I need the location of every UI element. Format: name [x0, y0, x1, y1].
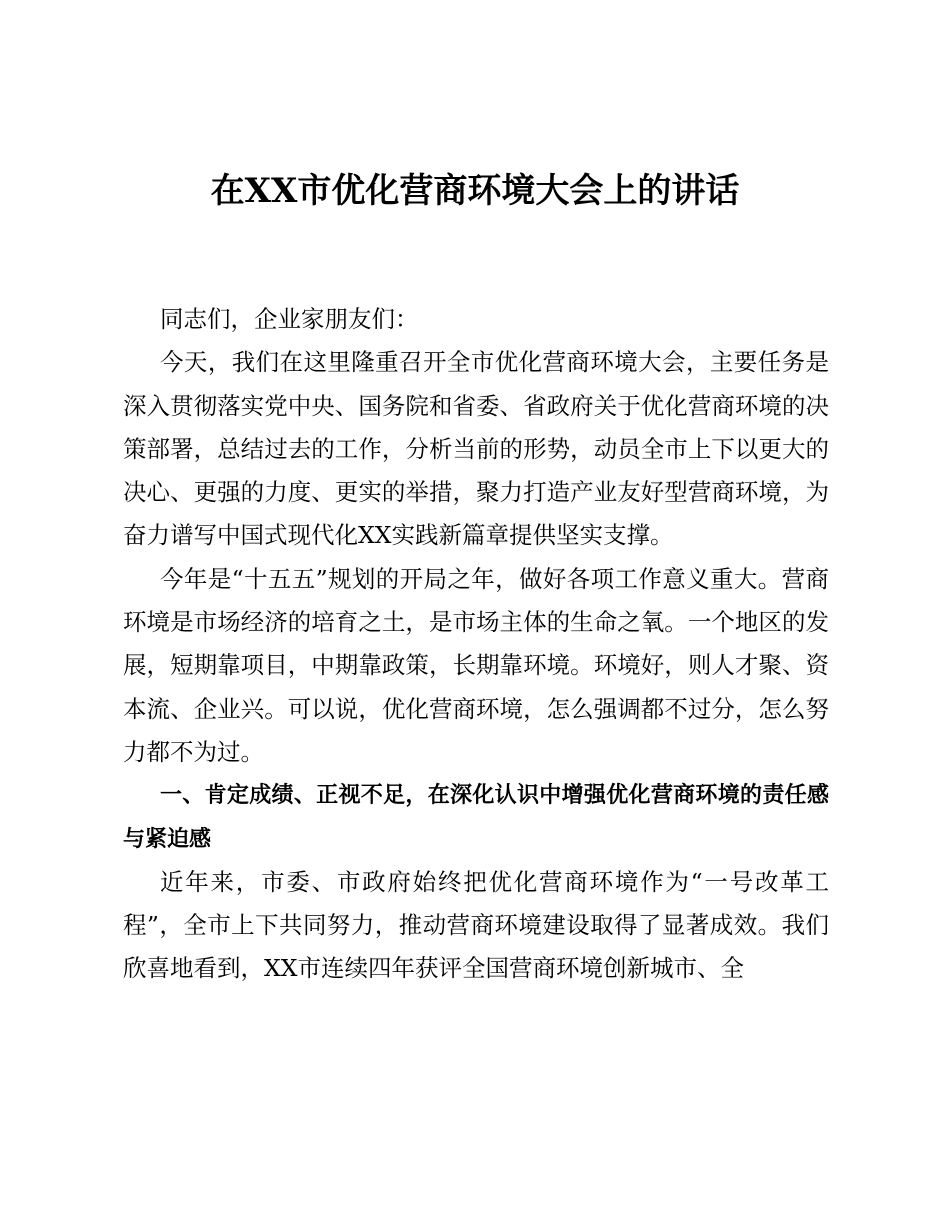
document-body — [123, 298, 829, 991]
paragraph-intro: 今天，我们在这里隆重召开全市优化营商环境大会，主要任务是深入贯彻落实党中央、国务院和省委、省政府关于优化营商环境的决策部署，总结过去的工作，分析当前的形势，动员全市上下以更大的决心、更强的力度、更实的举措，聚力打造产业友好型营商环境，为奋力谱写中国式现代化XX实践新篇章提供坚实支撑。 — [123, 348, 829, 550]
paragraph-context: 今年是“十五五”规划的开局之年，做好各项工作意义重大。营商环境是市场经济的培育之土，是市场主体的生命之氧。一个地区的发展，短期靠项目，中期靠政策，长期靠环境。环境好，则人才聚、资本流、企业兴。可以说，优化营商环境，怎么强调都不过分，怎么努力都不为过。 — [123, 564, 829, 766]
salutation: 同志们，企业家朋友们： — [160, 305, 419, 333]
section-heading-1: 一、肯定成绩、正视不足，在深化认识中增强优化营商环境的责任感与紧迫感 — [123, 783, 829, 852]
section-paragraph-1: 近年来，市委、市政府始终把优化营商环境作为“一号改革工程”，全市上下共同努力，推动营商环境建设取得了显著成效。我们欣喜地看到，XX市连续四年获评全国营商环境创新城市、全 — [123, 867, 829, 983]
document-title: 在XX市优化营商环境大会上的讲话 — [210, 171, 740, 211]
